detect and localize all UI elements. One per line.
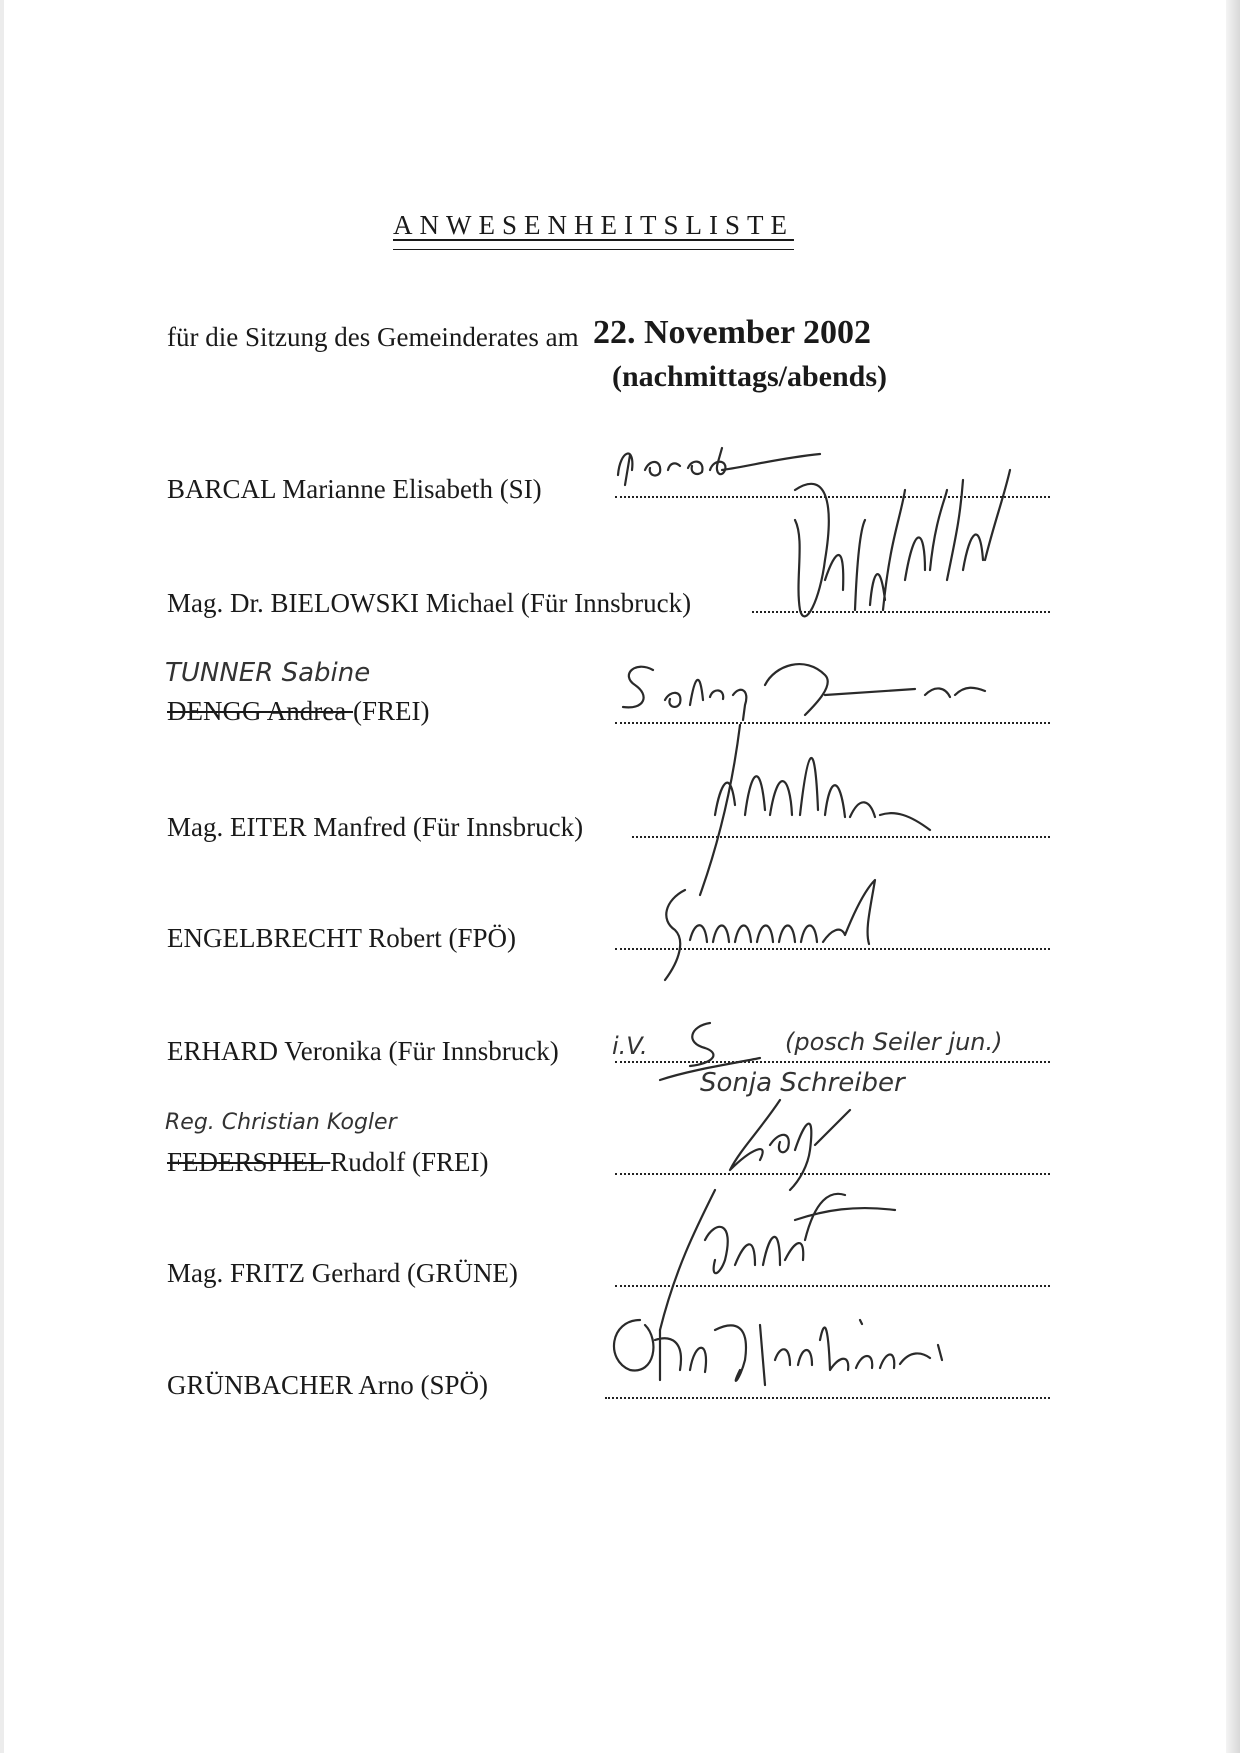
attendee-name-gruenbacher: GRÜNBACHER Arno (SPÖ)	[167, 1370, 489, 1400]
signature-engelbrecht	[655, 870, 985, 1000]
handwritten-replacement-kogler: Reg. Christian Kogler	[165, 1110, 397, 1135]
attendee-name-barcal: BARCAL Marianne Elisabeth (SI)	[167, 474, 542, 504]
attendee-firstname-federspiel: Rudolf (FREI)	[330, 1147, 489, 1177]
intro-text: für die Sitzung des Gemeinderates am	[167, 322, 579, 352]
signature-gruenbacher	[600, 1300, 980, 1410]
attendee-name-federspiel	[167, 1147, 489, 1178]
attendee-name-fritz: Mag. FRITZ Gerhard (GRÜNE)	[167, 1258, 518, 1288]
document-title: ANWESENHEITSLISTE	[393, 210, 794, 240]
attendee-party-dengg: (FREI)	[352, 696, 430, 726]
attendee-name-bielowski: Mag. Dr. BIELOWSKI Michael (Für Innsbruck)	[167, 588, 692, 618]
scan-edge-left	[0, 0, 4, 1753]
scan-edge-right	[1226, 0, 1240, 1753]
attendee-name-engelbrecht: ENGELBRECHT Robert (FPÖ)	[167, 923, 516, 953]
attendee-name-eiter: Mag. EITER Manfred (Für Innsbruck)	[167, 812, 584, 842]
session-date: 22. November 2002	[593, 314, 871, 351]
handwritten-substitute-erhard: Sonja Schreiber	[700, 1068, 905, 1098]
struck-name-dengg: DENGG Andrea	[167, 696, 353, 726]
signature-bielowski	[765, 460, 1055, 640]
signature-erhard	[650, 1018, 770, 1088]
handwritten-note-erhard: (posch Seiler jun.)	[785, 1028, 1003, 1056]
session-time: (nachmittags/abends)	[612, 360, 888, 393]
handwritten-replacement-tunner: TUNNER Sabine	[165, 658, 371, 688]
handwritten-iv: i.V.	[612, 1032, 648, 1060]
attendee-name-dengg	[167, 696, 429, 727]
attendee-name-erhard: ERHARD Veronika (Für Innsbruck)	[167, 1036, 559, 1066]
struck-name-federspiel: FEDERSPIEL	[167, 1147, 331, 1177]
